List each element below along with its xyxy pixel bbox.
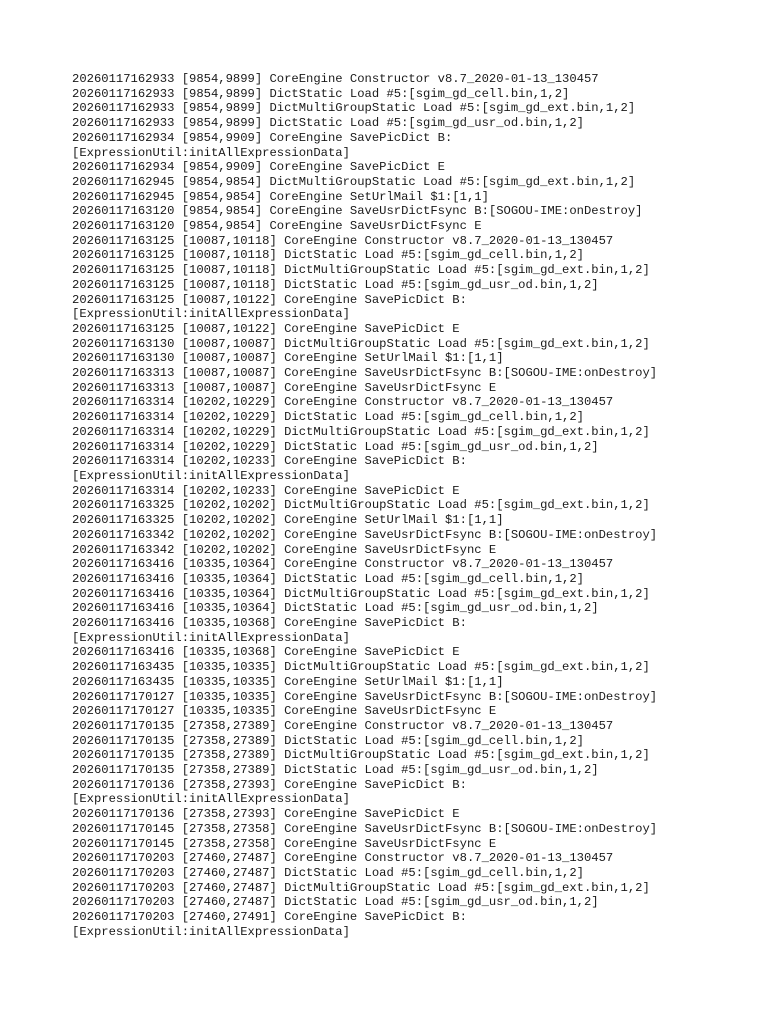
log-line: 20260117163314 [10202,10229] DictStatic Load #5:[sgim_gd_usr_od.bin,1,2] bbox=[72, 439, 599, 454]
log-line: 20260117163120 [9854,9854] CoreEngine SaveUsrDictFsync E bbox=[72, 219, 482, 234]
log-line: 20260117162945 [9854,9854] DictMultiGroupStatic Load #5:[sgim_gd_ext.bin,1,2] bbox=[72, 174, 636, 189]
log-line: [ExpressionUtil:initAllExpressionData] bbox=[72, 468, 350, 483]
log-line: 20260117163435 [10335,10335] DictMultiGroupStatic Load #5:[sgim_gd_ext.bin,1,2] bbox=[72, 660, 650, 675]
log-line: 20260117163130 [10087,10087] DictMultiGroupStatic Load #5:[sgim_gd_ext.bin,1,2] bbox=[72, 336, 650, 351]
log-line: 20260117163342 [10202,10202] CoreEngine SaveUsrDictFsync B:[SOGOU-IME:onDestroy] bbox=[72, 527, 658, 542]
log-line: 20260117162933 [9854,9899] DictStatic Load #5:[sgim_gd_usr_od.bin,1,2] bbox=[72, 116, 584, 131]
log-line: 20260117163125 [10087,10118] CoreEngine Constructor v8.7_2020-01-13_130457 bbox=[72, 233, 614, 248]
log-line: 20260117163120 [9854,9854] CoreEngine SaveUsrDictFsync B:[SOGOU-IME:onDestroy] bbox=[72, 204, 643, 219]
log-line: 20260117170135 [27358,27389] DictMultiGroupStatic Load #5:[sgim_gd_ext.bin,1,2] bbox=[72, 748, 650, 763]
log-line: 20260117170203 [27460,27487] DictStatic Load #5:[sgim_gd_usr_od.bin,1,2] bbox=[72, 895, 599, 910]
log-line: 20260117170203 [27460,27487] DictMultiGroupStatic Load #5:[sgim_gd_ext.bin,1,2] bbox=[72, 880, 650, 895]
log-line: 20260117163313 [10087,10087] CoreEngine SaveUsrDictFsync E bbox=[72, 380, 497, 395]
log-line: 20260117163314 [10202,10229] CoreEngine Constructor v8.7_2020-01-13_130457 bbox=[72, 395, 614, 410]
log-line: 20260117163313 [10087,10087] CoreEngine SaveUsrDictFsync B:[SOGOU-IME:onDestroy] bbox=[72, 366, 658, 381]
log-document bbox=[72, 72, 762, 939]
log-line: 20260117170203 [27460,27491] CoreEngine SavePicDict B: bbox=[72, 910, 467, 925]
log-line: 20260117170203 [27460,27487] DictStatic Load #5:[sgim_gd_cell.bin,1,2] bbox=[72, 865, 584, 880]
log-line: 20260117170127 [10335,10335] CoreEngine SaveUsrDictFsync E bbox=[72, 704, 497, 719]
log-line: 20260117163435 [10335,10335] CoreEngine SetUrlMail $1:[1,1] bbox=[72, 674, 504, 689]
log-line: 20260117163125 [10087,10118] DictStatic Load #5:[sgim_gd_usr_od.bin,1,2] bbox=[72, 277, 599, 292]
log-line: 20260117163325 [10202,10202] CoreEngine SetUrlMail $1:[1,1] bbox=[72, 513, 504, 528]
log-line: 20260117170135 [27358,27389] DictStatic Load #5:[sgim_gd_cell.bin,1,2] bbox=[72, 733, 584, 748]
log-line: 20260117163125 [10087,10122] CoreEngine SavePicDict B: bbox=[72, 292, 467, 307]
log-line: 20260117170135 [27358,27389] DictStatic Load #5:[sgim_gd_usr_od.bin,1,2] bbox=[72, 763, 599, 778]
log-line: 20260117170136 [27358,27393] CoreEngine SavePicDict B: bbox=[72, 777, 467, 792]
log-line: 20260117162933 [9854,9899] CoreEngine Constructor v8.7_2020-01-13_130457 bbox=[72, 72, 599, 86]
log-line: 20260117163416 [10335,10364] DictMultiGroupStatic Load #5:[sgim_gd_ext.bin,1,2] bbox=[72, 586, 650, 601]
log-line: [ExpressionUtil:initAllExpressionData] bbox=[72, 307, 350, 322]
log-line: 20260117162934 [9854,9909] CoreEngine SavePicDict B: bbox=[72, 130, 453, 145]
log-line: 20260117170203 [27460,27487] CoreEngine Constructor v8.7_2020-01-13_130457 bbox=[72, 851, 614, 866]
log-line: 20260117163416 [10335,10368] CoreEngine SavePicDict B: bbox=[72, 616, 467, 631]
log-line: 20260117162933 [9854,9899] DictStatic Load #5:[sgim_gd_cell.bin,1,2] bbox=[72, 86, 570, 101]
log-line: 20260117163130 [10087,10087] CoreEngine SetUrlMail $1:[1,1] bbox=[72, 351, 504, 366]
log-line: 20260117163416 [10335,10368] CoreEngine SavePicDict E bbox=[72, 645, 460, 660]
log-line: 20260117163125 [10087,10118] DictMultiGroupStatic Load #5:[sgim_gd_ext.bin,1,2] bbox=[72, 263, 650, 278]
log-line: 20260117162933 [9854,9899] DictMultiGroupStatic Load #5:[sgim_gd_ext.bin,1,2] bbox=[72, 101, 636, 116]
log-line: 20260117170145 [27358,27358] CoreEngine SaveUsrDictFsync E bbox=[72, 836, 497, 851]
log-line: [ExpressionUtil:initAllExpressionData] bbox=[72, 792, 350, 807]
log-line: 20260117163416 [10335,10364] DictStatic Load #5:[sgim_gd_cell.bin,1,2] bbox=[72, 571, 584, 586]
log-line: 20260117170145 [27358,27358] CoreEngine SaveUsrDictFsync B:[SOGOU-IME:onDestroy] bbox=[72, 821, 658, 836]
log-line: 20260117163314 [10202,10229] DictStatic Load #5:[sgim_gd_cell.bin,1,2] bbox=[72, 410, 584, 425]
log-line: [ExpressionUtil:initAllExpressionData] bbox=[72, 924, 350, 939]
log-line: 20260117162945 [9854,9854] CoreEngine SetUrlMail $1:[1,1] bbox=[72, 189, 489, 204]
log-line: 20260117170127 [10335,10335] CoreEngine SaveUsrDictFsync B:[SOGOU-IME:onDestroy] bbox=[72, 689, 658, 704]
log-line: 20260117163314 [10202,10233] CoreEngine SavePicDict B: bbox=[72, 454, 467, 469]
log-line: 20260117162934 [9854,9909] CoreEngine SavePicDict E bbox=[72, 160, 445, 175]
log-line: 20260117163125 [10087,10118] DictStatic Load #5:[sgim_gd_cell.bin,1,2] bbox=[72, 248, 584, 263]
log-line: 20260117170135 [27358,27389] CoreEngine Constructor v8.7_2020-01-13_130457 bbox=[72, 718, 614, 733]
log-line: 20260117163416 [10335,10364] CoreEngine Constructor v8.7_2020-01-13_130457 bbox=[72, 557, 614, 572]
log-line: [ExpressionUtil:initAllExpressionData] bbox=[72, 630, 350, 645]
log-line: 20260117163325 [10202,10202] DictMultiGroupStatic Load #5:[sgim_gd_ext.bin,1,2] bbox=[72, 498, 650, 513]
log-line: 20260117163314 [10202,10233] CoreEngine SavePicDict E bbox=[72, 483, 460, 498]
log-line: [ExpressionUtil:initAllExpressionData] bbox=[72, 145, 350, 160]
log-line: 20260117163416 [10335,10364] DictStatic Load #5:[sgim_gd_usr_od.bin,1,2] bbox=[72, 601, 599, 616]
log-line: 20260117163342 [10202,10202] CoreEngine SaveUsrDictFsync E bbox=[72, 542, 497, 557]
log-line: 20260117163314 [10202,10229] DictMultiGroupStatic Load #5:[sgim_gd_ext.bin,1,2] bbox=[72, 424, 650, 439]
log-line: 20260117170136 [27358,27393] CoreEngine SavePicDict E bbox=[72, 807, 460, 822]
log-line: 20260117163125 [10087,10122] CoreEngine SavePicDict E bbox=[72, 321, 460, 336]
